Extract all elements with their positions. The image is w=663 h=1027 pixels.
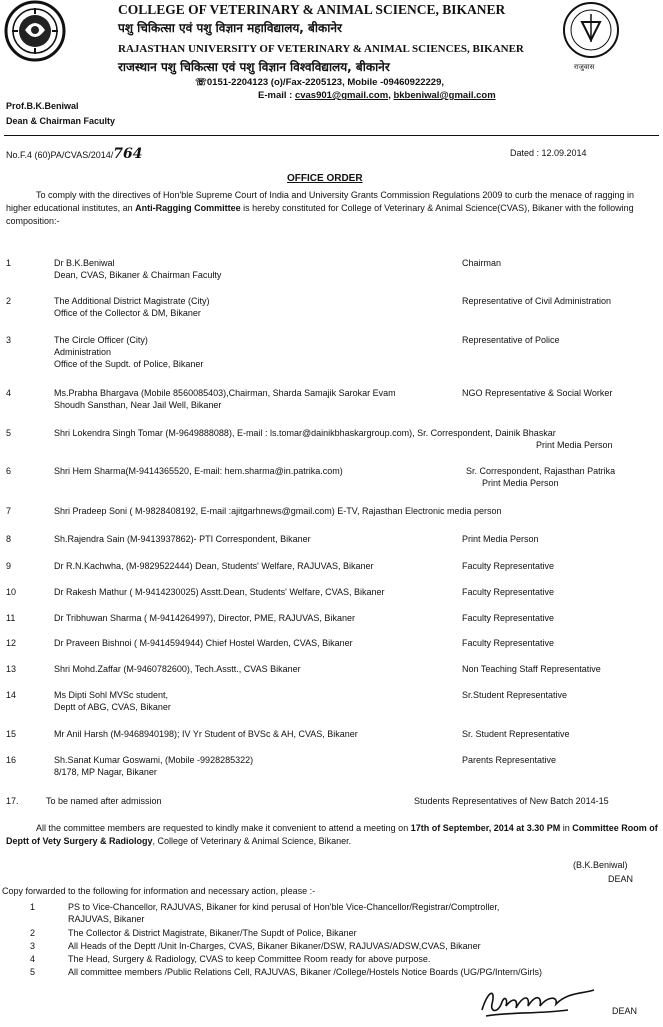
copy-number: 5 [30,967,36,977]
handwritten-number: 764 [113,146,143,162]
member-detail: Dr Praveen Bishnoi ( M-9414594944) Chief Hostel Warden, CVAS, Bikaner [54,638,353,648]
member-role: Chairman [462,258,502,268]
member-number: 7 [6,506,12,516]
copy-recipient: All Heads of the Deptt /Unit In-Charges, CVAS, Bikaner Bikaner/DSW, RAJUVAS/ADSW,CVAS, Bikaner [68,941,481,951]
member-role: Non Teaching Staff Representative [462,664,601,674]
member-detail: Shri Hem Sharma(M-9414365520, E-mail: hem.sharma@in.patrika.com) [54,466,343,476]
member-number: 12 [6,638,17,648]
member-role: Faculty Representative [462,587,555,597]
member-detail: Shri Pradeep Soni ( M-9828408192, E-mail :ajitgarhnews@gmail.com) E-TV, Rajasthan Electronic media person [54,506,502,516]
copy-heading: Copy forwarded to the following for information and necessary action, please :- [2,886,316,896]
member-detail: Dr Tribhuwan Sharma ( M-9414264997), Director, PME, RAJUVAS, Bikaner [54,613,355,623]
copy-recipient: The Collector & District Magistrate, Bikaner/The Supdt of Police, Bikaner [68,928,357,938]
college-name-hindi: पशु चिकित्सा एवं पशु विज्ञान महाविद्यालय, बीकानेर [118,21,342,35]
member-role: Representative of Police [462,335,560,345]
email-label: E-mail : [258,90,295,101]
member-detail: Office of the Supdt. of Police, Bikaner [54,359,204,369]
member-role: Faculty Representative [462,613,555,623]
member-detail: Shri Lokendra Singh Tomar (M-9649888088), E-mail : ls.tomar@dainikbhaskargroup.com), Sr. Correspondent, Dainik Bhaskar [54,428,556,438]
member-detail: The Additional District Magistrate (City) [54,296,210,306]
member-detail: To be named after admission [46,796,162,806]
member-role: Print Media Person [462,534,539,544]
member-detail: Sh.Sanat Kumar Goswami, (Mobile -9928285322) [54,755,254,765]
university-logo-caption: राजुवास [574,64,595,71]
college-logo [4,0,66,67]
member-role: Print Media Person [536,440,613,450]
member-number: 3 [6,335,12,345]
header-divider [4,135,659,136]
member-detail: Mr Anil Harsh (M-9468940198); IV Yr Student of BVSc & AH, CVAS, Bikaner [54,729,358,739]
member-role: NGO Representative & Social Worker [462,388,613,398]
intro-paragraph [6,189,658,228]
member-number: 11 [6,613,16,623]
copy-number: 1 [30,902,36,912]
member-role: Representative of Civil Administration [462,296,612,306]
member-detail: Deptt of ABG, CVAS, Bikaner [54,702,171,712]
member-role: Sr. Student Representative [462,729,570,739]
university-name-hindi: राजस्थान पशु चिकित्सा एवं पशु विज्ञान विश्वविद्यालय, बीकानेर [118,60,390,74]
sender-name: Prof.B.K.Beniwal [6,101,79,111]
member-number: 15 [6,729,17,739]
dean-title-bottom: DEAN [612,1006,638,1016]
member-detail: Dr R.N.Kachwha, (M-9829522444) Dean, Students' Welfare, RAJUVAS, Bikaner [54,561,374,571]
member-detail: 8/178, MP Nagar, Bikaner [54,767,157,777]
college-name-english: COLLEGE OF VETERINARY & ANIMAL SCIENCE, BIKANER [118,2,506,17]
meeting-paragraph [6,822,658,848]
member-number: 5 [6,428,12,438]
meeting-text-1: All the committee members are requested to kindly make it convenient to attend a meeting on [36,823,411,833]
email-link-1[interactable]: cvas901@gmail.com [294,90,389,101]
university-name-english: RAJASTHAN UNIVERSITY OF VETERINARY & ANIMAL SCIENCES, BIKANER [118,43,524,55]
member-detail: Administration [54,347,112,357]
sender-designation: Dean & Chairman Faculty [6,116,116,126]
member-detail: Dr B.K.Beniwal [54,258,115,268]
member-role: Faculty Representative [462,561,555,571]
member-detail: Sh.Rajendra Sain (M-9413937862)- PTI Correspondent, Bikaner [54,534,311,544]
copy-number: 2 [30,928,36,938]
copy-number: 3 [30,941,36,951]
member-role: Faculty Representative [462,638,555,648]
signatory-title: DEAN [608,874,634,884]
member-number: 17. [6,796,19,806]
contact-phone: ☏0151-2204123 (o)/Fax-2205123, Mobile -09460922229, [195,77,445,88]
member-number: 4 [6,388,12,398]
member-role: Students Representatives of New Batch 2014-15 [414,796,609,806]
member-detail: Ms Dipti Sohl MVSc student, [54,690,169,700]
copy-recipient: All committee members /Public Relations Cell, RAJUVAS, Bikaner /College/Hostels Notice Boards (UG/PG/Intern/Girls) [68,967,542,977]
reference-number [6,146,142,162]
member-detail: The Circle Officer (City) [54,335,148,345]
signatory-name: (B.K.Beniwal) [573,860,628,870]
reference-text: No.F.4 (60)PA/CVAS/2014/ [6,150,114,160]
intro-text-1: To comply with the directives of Hon'ble Supreme Court of India and University Grants Commission Regulations 2009 to curb the menace of ragging in higher educational institutes, an [6,190,635,213]
member-detail: Dean, CVAS, Bikaner & Chairman Faculty [54,270,222,280]
member-number: 1 [6,258,12,268]
member-number: 2 [6,296,12,306]
member-number: 10 [6,587,17,597]
member-number: 8 [6,534,12,544]
copy-number: 4 [30,954,36,964]
university-logo [560,0,622,67]
member-role: Sr.Student Representative [462,690,568,700]
member-detail: Shri Mohd.Zaffar (M-9460782600), Tech.Asstt., CVAS Bikaner [54,664,301,674]
member-detail: Shoudh Sansthan, Near Jail Well, Bikaner [54,400,222,410]
member-number: 6 [6,466,12,476]
member-number: 16 [6,755,17,765]
member-number: 9 [6,561,12,571]
handwritten-signature [478,982,598,1027]
member-role: Parents Representative [462,755,557,765]
member-detail: Office of the Collector & DM, Bikaner [54,308,201,318]
email-link-2[interactable]: bkbeniwal@gmail.com [393,90,496,101]
copy-recipient: PS to Vice-Chancellor, RAJUVAS, Bikaner for kind perusal of Hon'ble Vice-Chancellor/Registrar/Comptroller, [68,902,500,912]
member-detail: Ms.Prabha Bhargava (Mobile 8560085403),Chairman, Sharda Samajik Sarokar Evam [54,388,396,398]
intro-text-2: is hereby constituted for College of Veterinary & Animal Science(CVAS), Bikaner with the following composition:- [6,203,634,226]
copy-recipient: RAJUVAS, Bikaner [68,914,145,924]
meeting-text-3: , College of Veterinary & Animal Science, Bikaner. [152,836,352,846]
member-role: Print Media Person [482,478,559,488]
copy-recipient: The Head, Surgery & Radiology, CVAS to keep Committee Room ready for above purpose. [68,954,431,964]
member-detail: Dr Rakesh Mathur ( M-9414230025) Asstt.Dean, Students' Welfare, CVAS, Bikaner [54,587,385,597]
dated: Dated : 12.09.2014 [510,148,587,158]
member-role: Sr. Correspondent, Rajasthan Patrika [466,466,616,476]
intro-committee-name: Anti-Ragging Committee [135,203,241,213]
meeting-venue: Committee Room of Deptt of Vety Surgery & Radiology [6,823,658,846]
contact-email: E-mail : cvas901@gmail.com, bkbeniwal@gmail.com [258,90,496,101]
office-order-title: OFFICE ORDER [287,173,363,184]
member-number: 14 [6,690,17,700]
meeting-text-2: in [560,823,573,833]
meeting-date-time: 17th of September, 2014 at 3.30 PM [410,823,561,833]
member-number: 13 [6,664,17,674]
